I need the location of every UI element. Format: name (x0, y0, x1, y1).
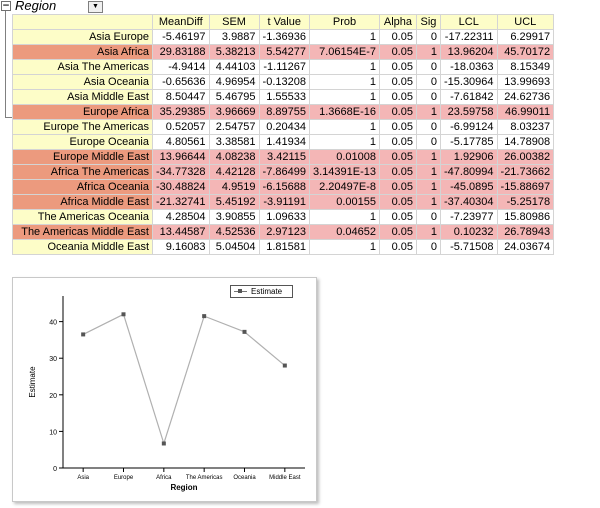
table-cell[interactable]: 0.05 (379, 120, 416, 135)
row-label[interactable]: Asia Oceania (13, 75, 153, 90)
table-row (13, 75, 554, 90)
table-cell[interactable]: -7.86499 (259, 165, 309, 180)
table-row (13, 60, 554, 75)
table-cell[interactable]: 24.03674 (497, 240, 554, 255)
table-cell[interactable]: -15.88697 (497, 180, 554, 195)
x-tick-label: Asia (77, 475, 90, 481)
table-cell[interactable]: 0.05 (379, 75, 416, 90)
table-cell[interactable]: 3.9887 (209, 30, 259, 45)
tree-connector-branch (5, 117, 12, 118)
table-cell[interactable]: 0.05 (379, 165, 416, 180)
collapse-icon[interactable]: − (2, 1, 10, 11)
table-cell[interactable]: -0.13208 (259, 75, 309, 90)
tree-connector (5, 11, 6, 117)
table-cell[interactable]: 45.70172 (497, 45, 554, 60)
table-cell[interactable]: 0.05 (379, 180, 416, 195)
table-cell[interactable]: 24.62736 (497, 90, 554, 105)
table-cell[interactable]: 1 (416, 105, 440, 120)
estimate-line-segment (124, 314, 164, 443)
table-cell[interactable]: 1.55533 (259, 90, 309, 105)
table-cell[interactable]: -47.80994 (440, 165, 497, 180)
table-corner-cell (13, 15, 153, 30)
row-label[interactable]: Asia The Americas (13, 60, 153, 75)
row-label[interactable]: Europe The Americas (13, 120, 153, 135)
row-label[interactable]: Asia Europe (13, 30, 153, 45)
table-cell[interactable]: 29.83188 (153, 45, 210, 60)
table-cell[interactable]: 4.08238 (209, 150, 259, 165)
table-cell[interactable]: 0.05 (379, 90, 416, 105)
table-row (13, 135, 554, 150)
table-row (13, 225, 554, 240)
row-label[interactable]: Europe Middle East (13, 150, 153, 165)
column-header[interactable]: Alpha (379, 15, 416, 30)
row-label[interactable]: The Americas Oceania (13, 210, 153, 225)
table-cell[interactable]: 7.06154E-7 (309, 45, 379, 60)
table-cell[interactable]: 5.38213 (209, 45, 259, 60)
estimate-graph[interactable] (12, 277, 317, 502)
table-cell[interactable]: 1 (416, 150, 440, 165)
table-cell[interactable]: 0.01008 (309, 150, 379, 165)
table-cell[interactable]: 3.14391E-13 (309, 165, 379, 180)
table-cell[interactable]: 5.04504 (209, 240, 259, 255)
table-cell[interactable]: 46.99011 (497, 105, 554, 120)
table-row (13, 30, 554, 45)
table-cell[interactable]: 1 (416, 45, 440, 60)
table-row (13, 105, 554, 120)
table-cell[interactable]: 4.28504 (153, 210, 210, 225)
table-cell[interactable]: 4.80561 (153, 135, 210, 150)
table-cell[interactable]: -30.48824 (153, 180, 210, 195)
table-cell[interactable]: 14.78908 (497, 135, 554, 150)
table-cell[interactable]: 0 (416, 240, 440, 255)
table-cell[interactable]: -7.61842 (440, 90, 497, 105)
table-cell[interactable]: 0.05 (379, 105, 416, 120)
y-tick-label: 40 (49, 319, 57, 327)
estimate-point (162, 441, 166, 445)
table-row (13, 195, 554, 210)
table-cell[interactable]: 5.46795 (209, 90, 259, 105)
table-row (13, 45, 554, 60)
table-cell[interactable]: 8.03237 (497, 120, 554, 135)
column-header[interactable]: MeanDiff (153, 15, 210, 30)
table-cell[interactable]: 1 (309, 90, 379, 105)
table-cell[interactable]: -1.11267 (259, 60, 309, 75)
table-cell[interactable]: 5.45192 (209, 195, 259, 210)
table-cell[interactable]: 4.9519 (209, 180, 259, 195)
table-cell[interactable]: -6.15688 (259, 180, 309, 195)
table-cell[interactable]: -3.91191 (259, 195, 309, 210)
table-cell[interactable]: 0.05 (379, 240, 416, 255)
table-cell[interactable]: 1.41934 (259, 135, 309, 150)
table-cell[interactable]: 35.29385 (153, 105, 210, 120)
row-label[interactable]: Africa Oceania (13, 180, 153, 195)
table-cell[interactable]: -21.73662 (497, 165, 554, 180)
estimate-point (122, 312, 126, 316)
table-cell[interactable]: 1 (309, 120, 379, 135)
column-header[interactable]: UCL (497, 15, 554, 30)
table-cell[interactable]: 1 (416, 225, 440, 240)
table-cell[interactable]: 1 (309, 135, 379, 150)
table-cell[interactable]: 2.97123 (259, 225, 309, 240)
table-cell[interactable]: 0 (416, 210, 440, 225)
table-cell[interactable]: 13.99693 (497, 75, 554, 90)
table-cell[interactable]: 0 (416, 60, 440, 75)
estimate-point (81, 332, 85, 336)
table-cell[interactable]: 0.05 (379, 60, 416, 75)
table-cell[interactable]: 13.44587 (153, 225, 210, 240)
column-header[interactable]: SEM (209, 15, 259, 30)
legend-label: Estimate (251, 287, 283, 296)
table-cell[interactable]: 4.44103 (209, 60, 259, 75)
table-cell[interactable]: 0.04652 (309, 225, 379, 240)
column-header[interactable]: Prob (309, 15, 379, 30)
table-row (13, 240, 554, 255)
table-cell[interactable]: -5.25178 (497, 195, 554, 210)
table-row (13, 120, 554, 135)
estimate-point (243, 330, 247, 334)
table-cell[interactable]: 9.16083 (153, 240, 210, 255)
column-header[interactable]: LCL (440, 15, 497, 30)
table-cell[interactable]: 0 (416, 135, 440, 150)
table-cell[interactable]: 0 (416, 120, 440, 135)
table-row (13, 90, 554, 105)
table-cell[interactable]: 13.96644 (153, 150, 210, 165)
table-cell[interactable]: -17.22311 (440, 30, 497, 45)
table-cell[interactable]: 0.00155 (309, 195, 379, 210)
table-cell[interactable]: 1 (309, 75, 379, 90)
table-cell[interactable]: 3.96669 (209, 105, 259, 120)
table-cell[interactable]: 1 (416, 180, 440, 195)
x-tick-label: Oceania (233, 475, 256, 481)
table-cell[interactable]: 23.59758 (440, 105, 497, 120)
table-cell[interactable]: 3.38581 (209, 135, 259, 150)
table-cell[interactable]: 13.96204 (440, 45, 497, 60)
table-cell[interactable]: 0.05 (379, 210, 416, 225)
row-label[interactable]: Africa Middle East (13, 195, 153, 210)
table-cell[interactable]: 0 (416, 75, 440, 90)
table-cell[interactable]: 0 (416, 90, 440, 105)
table-cell[interactable]: 1.09633 (259, 210, 309, 225)
table-cell[interactable]: 0 (416, 30, 440, 45)
row-label[interactable]: Asia Middle East (13, 90, 153, 105)
x-axis-title: Region (170, 483, 198, 492)
table-cell[interactable]: -18.0363 (440, 60, 497, 75)
region-title: Region (15, 0, 57, 13)
table-cell[interactable]: -15.30964 (440, 75, 497, 90)
table-cell[interactable]: -5.71508 (440, 240, 497, 255)
table-cell[interactable]: 8.50447 (153, 90, 210, 105)
table-cell[interactable]: 1 (416, 195, 440, 210)
table-cell[interactable]: 0.10232 (440, 225, 497, 240)
table-cell[interactable]: 5.54277 (259, 45, 309, 60)
table-cell[interactable]: -6.99124 (440, 120, 497, 135)
table-cell[interactable]: 3.42115 (259, 150, 309, 165)
table-row (13, 210, 554, 225)
table-cell[interactable]: -7.23977 (440, 210, 497, 225)
table-cell[interactable]: -1.36936 (259, 30, 309, 45)
table-cell[interactable]: 0.05 (379, 30, 416, 45)
x-tick-label: Europe (113, 475, 134, 481)
table-cell[interactable]: -5.46197 (153, 30, 210, 45)
table-cell[interactable]: 4.52536 (209, 225, 259, 240)
table-row (13, 150, 554, 165)
estimate-chart (13, 278, 316, 501)
table-cell[interactable]: 3.90855 (209, 210, 259, 225)
table-cell[interactable]: 0.05 (379, 195, 416, 210)
estimate-point (283, 364, 287, 368)
table-cell[interactable]: 0.05 (379, 45, 416, 60)
table-cell[interactable]: 1 (309, 210, 379, 225)
table-cell[interactable]: 0.05 (379, 225, 416, 240)
estimate-line-segment (83, 314, 123, 334)
table-row (13, 180, 554, 195)
table-row (13, 165, 554, 180)
table-cell[interactable]: 1.92906 (440, 150, 497, 165)
chart-legend (230, 285, 293, 298)
table-cell[interactable]: -5.17785 (440, 135, 497, 150)
table-cell[interactable]: 1 (309, 240, 379, 255)
table-cell[interactable]: 0.05 (379, 150, 416, 165)
row-label[interactable]: Asia Africa (13, 45, 153, 60)
table-cell[interactable]: 4.42128 (209, 165, 259, 180)
y-tick-label: 30 (49, 356, 57, 364)
table-cell[interactable]: -45.0895 (440, 180, 497, 195)
table-cell[interactable]: -0.65636 (153, 75, 210, 90)
table-cell[interactable]: 8.15349 (497, 60, 554, 75)
x-tick-label: Middle East (269, 475, 301, 481)
y-tick-label: 0 (53, 466, 57, 473)
row-label[interactable]: Europe Africa (13, 105, 153, 120)
table-cell[interactable]: -4.9414 (153, 60, 210, 75)
table-cell[interactable]: -34.77328 (153, 165, 210, 180)
table-cell[interactable]: 1 (309, 60, 379, 75)
x-tick-label: Africa (156, 475, 172, 481)
table-cell[interactable]: 1 (416, 165, 440, 180)
table-cell[interactable]: 0.52057 (153, 120, 210, 135)
table-cell[interactable]: 2.20497E-8 (309, 180, 379, 195)
estimate-point (202, 314, 206, 318)
table-cell[interactable]: 0.05 (379, 135, 416, 150)
table-cell[interactable]: 1.3668E-16 (309, 105, 379, 120)
table-cell[interactable]: 8.89755 (259, 105, 309, 120)
estimate-line-segment (245, 332, 285, 366)
row-label[interactable]: Africa The Americas (13, 165, 153, 180)
table-cell[interactable]: 1 (309, 30, 379, 45)
row-label[interactable]: Europe Oceania (13, 135, 153, 150)
table-cell[interactable]: 15.80986 (497, 210, 554, 225)
chevron-down-icon[interactable]: ▼ (88, 1, 103, 13)
comparison-table (12, 14, 554, 255)
table-cell[interactable]: 1.81581 (259, 240, 309, 255)
table-cell[interactable]: -21.32741 (153, 195, 210, 210)
x-tick-label: The Americas (185, 475, 223, 481)
table-cell[interactable]: 0.20434 (259, 120, 309, 135)
legend-marker (238, 289, 242, 293)
table-cell[interactable]: -37.40304 (440, 195, 497, 210)
table-cell[interactable]: 26.78943 (497, 225, 554, 240)
y-tick-label: 10 (49, 429, 57, 437)
table-cell[interactable]: 2.54757 (209, 120, 259, 135)
column-header[interactable]: Sig (416, 15, 440, 30)
row-label[interactable]: Oceania Middle East (13, 240, 153, 255)
table-header-row (13, 15, 554, 30)
estimate-line-segment (164, 316, 204, 443)
row-label[interactable]: The Americas Middle East (13, 225, 153, 240)
estimate-line-segment (204, 316, 244, 332)
y-tick-label: 20 (49, 392, 57, 400)
region-header (0, 0, 120, 14)
table-cell[interactable]: 4.96954 (209, 75, 259, 90)
table-cell[interactable]: 26.00382 (497, 150, 554, 165)
table-cell[interactable]: 6.29917 (497, 30, 554, 45)
y-axis-title: Estimate (28, 366, 37, 398)
column-header[interactable]: t Value (259, 15, 309, 30)
